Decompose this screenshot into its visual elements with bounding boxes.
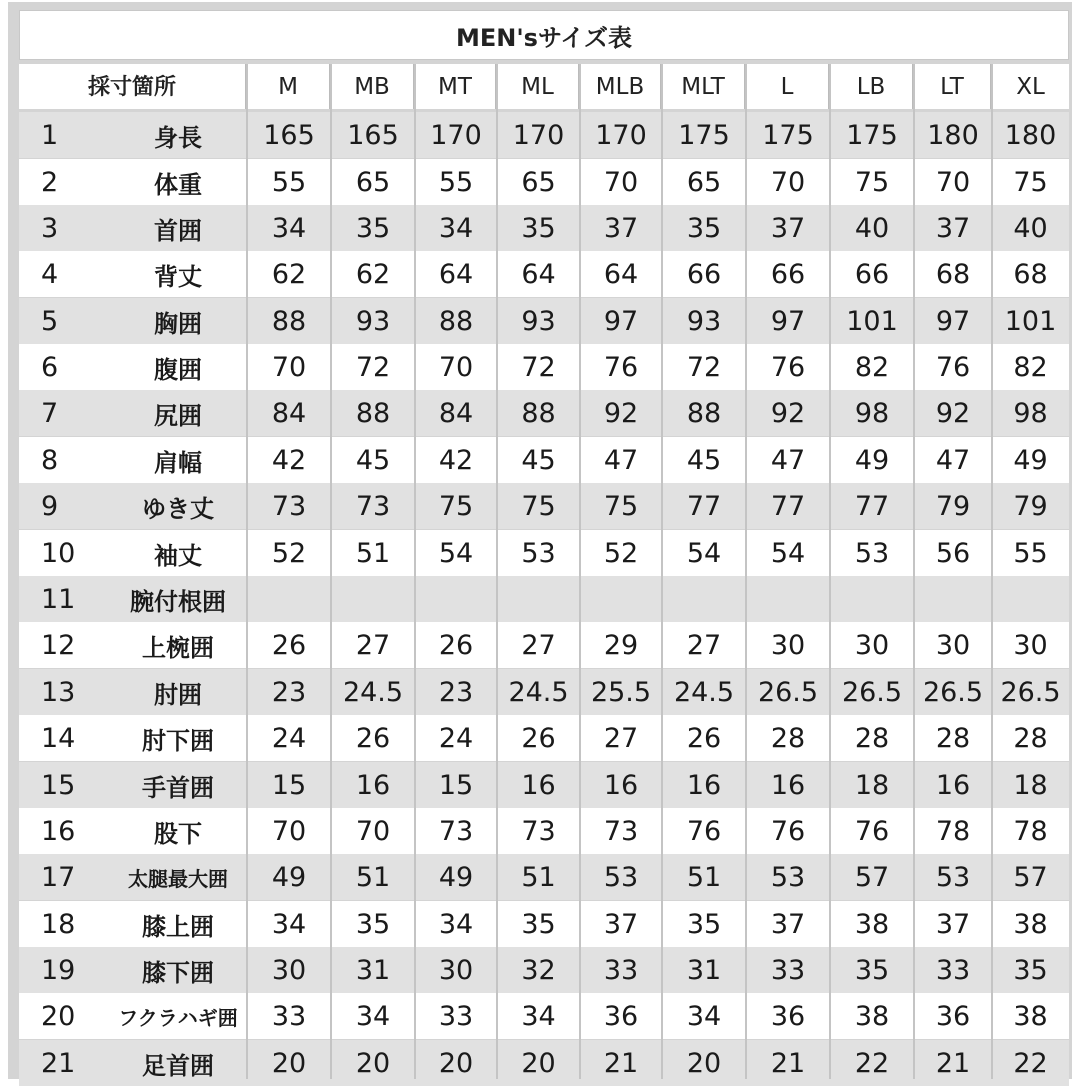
table-row (19, 901, 1069, 947)
value-cell-mlb: 97 (603, 305, 639, 337)
value-cell-mt: 42 (438, 444, 474, 476)
value-cell-mlb: 47 (603, 444, 639, 476)
value-cell-mt: 73 (438, 815, 474, 847)
value-cell-mlt: 31 (686, 954, 722, 986)
value-cell-mlb: 53 (603, 861, 639, 893)
header-size-lt: LT (914, 64, 992, 109)
value-cell-lt: 78 (935, 815, 971, 847)
value-cell-ml: 35 (521, 212, 556, 244)
value-cell-m: 70 (271, 815, 307, 847)
value-cell-lt: 37 (935, 212, 971, 244)
row-measurement-name: 膝上囲 (142, 912, 214, 941)
value-cell-xl: 79 (1013, 490, 1048, 522)
value-cell-mt: 23 (438, 676, 474, 708)
value-cell-lb: 53 (854, 537, 890, 569)
column-divider (913, 64, 915, 1079)
value-cell-mlt: 175 (678, 119, 730, 151)
table-row (19, 390, 1069, 436)
value-cell-mlb: 70 (603, 166, 639, 198)
row-measurement-name: 手首囲 (142, 773, 214, 802)
value-cell-lt: 33 (935, 954, 971, 986)
header-size-mt: MT (415, 64, 497, 109)
table-row (19, 622, 1069, 668)
value-cell-m: 34 (271, 212, 307, 244)
value-cell-l: 92 (770, 397, 806, 429)
value-cell-mlb: 52 (603, 537, 639, 569)
value-cell-ml: 16 (521, 769, 556, 801)
value-cell-mt: 88 (438, 305, 474, 337)
value-cell-mt: 84 (438, 397, 474, 429)
value-cell-mb: 20 (355, 1047, 391, 1079)
row-number: 19 (41, 954, 76, 986)
value-cell-mlt: 20 (686, 1047, 722, 1079)
table-row (19, 298, 1069, 344)
value-cell-mlb: 16 (603, 769, 639, 801)
value-cell-m: 49 (271, 861, 307, 893)
row-number: 17 (41, 861, 76, 893)
header-label: 採寸箇所 (19, 64, 247, 109)
table-row (19, 576, 1069, 622)
value-cell-xl: 30 (1013, 629, 1048, 661)
value-cell-mlt: 45 (686, 444, 722, 476)
value-cell-ml: 72 (521, 351, 556, 383)
value-cell-lt: 53 (935, 861, 971, 893)
value-cell-xl: 101 (1004, 305, 1057, 337)
row-measurement-name: ゆき丈 (142, 494, 214, 523)
value-cell-l: 26.5 (757, 676, 819, 708)
value-cell-mb: 165 (347, 119, 399, 151)
value-cell-lb: 49 (854, 444, 890, 476)
value-cell-mb: 45 (355, 444, 391, 476)
value-cell-m: 84 (271, 397, 307, 429)
row-number: 6 (41, 351, 59, 383)
value-cell-l: 66 (770, 258, 806, 290)
value-cell-ml: 64 (521, 258, 556, 290)
column-divider (991, 64, 993, 1079)
value-cell-m: 52 (271, 537, 307, 569)
row-measurement-name: 太腿最大囲 (128, 866, 228, 891)
value-cell-xl: 35 (1013, 954, 1048, 986)
value-cell-mlb: 25.5 (590, 676, 652, 708)
value-cell-xl: 40 (1013, 212, 1048, 244)
value-cell-mb: 51 (355, 861, 391, 893)
row-measurement-name: 胸囲 (154, 309, 202, 338)
value-cell-mb: 31 (355, 954, 391, 986)
value-cell-ml: 32 (521, 954, 556, 986)
table-row (19, 159, 1069, 205)
row-number: 21 (41, 1047, 76, 1079)
value-cell-mt: 64 (438, 258, 474, 290)
value-cell-mlb: 37 (603, 212, 639, 244)
value-cell-l: 47 (770, 444, 806, 476)
value-cell-lt: 79 (935, 490, 971, 522)
value-cell-mlt: 27 (686, 629, 722, 661)
value-cell-mlb: 92 (603, 397, 639, 429)
table-row (19, 205, 1069, 251)
value-cell-xl: 78 (1013, 815, 1048, 847)
value-cell-m (247, 576, 331, 622)
value-cell-mb: 35 (355, 908, 391, 940)
value-cell-mlt: 54 (686, 537, 722, 569)
value-cell-mlb: 21 (603, 1047, 639, 1079)
value-cell-mt: 49 (438, 861, 474, 893)
value-cell-mlb (580, 576, 662, 622)
value-cell-xl: 49 (1013, 444, 1048, 476)
value-cell-lt: 30 (935, 629, 971, 661)
table-row (19, 854, 1069, 900)
row-measurement-name: フクラハギ囲 (118, 1005, 238, 1030)
value-cell-mb: 35 (355, 212, 391, 244)
value-cell-mt: 75 (438, 490, 474, 522)
row-number: 7 (41, 397, 59, 429)
row-number: 8 (41, 444, 59, 476)
table-row (19, 947, 1069, 993)
row-measurement-name: 肩幅 (154, 448, 202, 477)
value-cell-lt: 36 (935, 1000, 971, 1032)
header-row (19, 64, 1069, 109)
column-divider (496, 64, 498, 1079)
row-measurement-name: 腹囲 (154, 355, 202, 384)
table-row (19, 530, 1069, 576)
value-cell-m: 15 (271, 769, 307, 801)
value-cell-mt: 34 (438, 908, 474, 940)
value-cell-lb: 22 (854, 1047, 890, 1079)
value-cell-l: 16 (770, 769, 806, 801)
value-cell-xl: 75 (1013, 166, 1048, 198)
value-cell-lb: 40 (854, 212, 890, 244)
value-cell-lb: 26.5 (841, 676, 903, 708)
value-cell-mt: 30 (438, 954, 474, 986)
value-cell-mlb: 73 (603, 815, 639, 847)
row-number: 10 (41, 537, 76, 569)
header-size-xl: XL (1016, 73, 1045, 100)
value-cell-mlb: 29 (603, 629, 639, 661)
value-cell-mlt: 76 (686, 815, 722, 847)
value-cell-mb: 34 (355, 1000, 391, 1032)
column-divider (745, 64, 747, 1079)
value-cell-mt: 33 (438, 1000, 474, 1032)
value-cell-mt: 55 (438, 166, 474, 198)
value-cell-mlb: 27 (603, 722, 639, 754)
value-cell-l: 70 (770, 166, 806, 198)
value-cell-l: 53 (770, 861, 806, 893)
row-measurement-name: 足首囲 (142, 1051, 214, 1080)
value-cell-ml: 53 (521, 537, 556, 569)
value-cell-mt: 24 (438, 722, 474, 754)
value-cell-lb: 101 (846, 305, 898, 337)
value-cell-mb (331, 576, 415, 622)
value-cell-ml: 93 (521, 305, 556, 337)
value-cell-xl: 22 (1013, 1047, 1048, 1079)
header-size-l: L (746, 64, 830, 109)
value-cell-mb: 93 (355, 305, 391, 337)
value-cell-mlt: 24.5 (673, 676, 735, 708)
value-cell-m: 24 (271, 722, 307, 754)
value-cell-mb: 51 (355, 537, 391, 569)
value-cell-mlb: 170 (595, 119, 647, 151)
row-measurement-name: 股下 (154, 819, 202, 848)
value-cell-lb: 75 (854, 166, 890, 198)
value-cell-lb: 66 (854, 258, 890, 290)
row-measurement-name: 肘囲 (154, 680, 202, 709)
value-cell-lb: 76 (854, 815, 890, 847)
column-divider (246, 64, 248, 1079)
value-cell-mt (415, 576, 497, 622)
value-cell-lt: 37 (935, 908, 971, 940)
value-cell-mlt: 77 (686, 490, 722, 522)
value-cell-ml: 170 (512, 119, 565, 151)
row-measurement-name: 首囲 (154, 216, 202, 245)
value-cell-mlb: 33 (603, 954, 639, 986)
value-cell-xl: 38 (1013, 1000, 1048, 1032)
value-cell-mlb: 37 (603, 908, 639, 940)
value-cell-lt: 26.5 (922, 676, 984, 708)
value-cell-xl: 68 (1013, 258, 1048, 290)
value-cell-lt: 68 (935, 258, 971, 290)
row-number: 14 (41, 722, 76, 754)
table-row (19, 993, 1069, 1039)
value-cell-xl: 55 (1013, 537, 1048, 569)
header-size-mb: MB (331, 64, 415, 109)
value-cell-l: 33 (770, 954, 806, 986)
value-cell-lb: 175 (846, 119, 898, 151)
value-cell-xl (992, 576, 1069, 622)
value-cell-xl: 98 (1013, 397, 1048, 429)
value-cell-m: 23 (271, 676, 307, 708)
column-divider (330, 64, 332, 1079)
value-cell-mt: 34 (438, 212, 474, 244)
value-cell-ml: 51 (521, 861, 556, 893)
table-row (19, 437, 1069, 483)
value-cell-mlt: 35 (686, 212, 722, 244)
table-row (19, 483, 1069, 529)
value-cell-mb: 88 (355, 397, 391, 429)
value-cell-mt: 54 (438, 537, 474, 569)
value-cell-mb: 72 (355, 351, 391, 383)
value-cell-mlt (662, 576, 746, 622)
value-cell-lt: 21 (935, 1047, 971, 1079)
row-number: 9 (41, 490, 59, 522)
value-cell-ml: 65 (521, 166, 556, 198)
value-cell-lb: 28 (854, 722, 890, 754)
row-number: 11 (41, 583, 76, 615)
row-number: 13 (41, 676, 76, 708)
value-cell-mb: 16 (355, 769, 391, 801)
value-cell-ml (497, 576, 580, 622)
value-cell-mb: 70 (355, 815, 391, 847)
table-row (19, 808, 1069, 854)
value-cell-mlt: 35 (686, 908, 722, 940)
value-cell-lb: 82 (854, 351, 890, 383)
row-measurement-name: 上椀囲 (142, 633, 214, 662)
value-cell-mb: 65 (355, 166, 391, 198)
row-measurement-name: 体重 (154, 170, 202, 199)
value-cell-lb: 38 (854, 1000, 890, 1032)
value-cell-mt: 170 (430, 119, 482, 151)
value-cell-lb: 57 (854, 861, 890, 893)
value-cell-l: 28 (770, 722, 806, 754)
value-cell-lb: 35 (854, 954, 890, 986)
value-cell-mt: 20 (438, 1047, 474, 1079)
table-row (19, 669, 1069, 715)
value-cell-m: 26 (271, 629, 307, 661)
value-cell-l (746, 576, 830, 622)
table-row (19, 344, 1069, 390)
value-cell-l: 97 (770, 305, 806, 337)
column-divider (829, 64, 831, 1079)
value-cell-ml: 45 (521, 444, 556, 476)
value-cell-l: 76 (770, 351, 806, 383)
value-cell-ml: 75 (521, 490, 556, 522)
value-cell-lt: 28 (935, 722, 971, 754)
header-size-ml: ML (497, 64, 580, 109)
value-cell-m: 30 (271, 954, 307, 986)
value-cell-mlt: 26 (686, 722, 722, 754)
value-cell-l: 77 (770, 490, 806, 522)
value-cell-ml: 26 (521, 722, 556, 754)
value-cell-mt: 15 (438, 769, 474, 801)
value-cell-l: 37 (770, 212, 806, 244)
row-number: 4 (41, 258, 59, 290)
table-row (19, 251, 1069, 297)
value-cell-mlb: 64 (603, 258, 639, 290)
row-measurement-name: 腕付根囲 (130, 587, 226, 616)
table-row (19, 112, 1069, 158)
value-cell-lt: 47 (935, 444, 971, 476)
value-cell-mb: 26 (355, 722, 391, 754)
value-cell-xl: 180 (1004, 119, 1057, 151)
value-cell-mlt: 66 (686, 258, 722, 290)
value-cell-ml: 24.5 (508, 676, 569, 708)
value-cell-mlt: 72 (686, 351, 722, 383)
value-cell-mb: 73 (355, 490, 391, 522)
row-measurement-name: 身長 (154, 123, 202, 152)
row-measurement-name: 袖丈 (154, 541, 202, 570)
value-cell-mb: 24.5 (342, 676, 404, 708)
value-cell-xl: 38 (1013, 908, 1048, 940)
value-cell-ml: 88 (521, 397, 556, 429)
value-cell-lb (830, 576, 914, 622)
row-measurement-name: 肘下囲 (142, 726, 214, 755)
row-number: 12 (41, 629, 76, 661)
value-cell-lb: 38 (854, 908, 890, 940)
value-cell-lt: 56 (935, 537, 971, 569)
value-cell-lb: 77 (854, 490, 890, 522)
row-number: 5 (41, 305, 59, 337)
value-cell-lb: 98 (854, 397, 890, 429)
value-cell-mlt: 16 (686, 769, 722, 801)
row-number: 16 (41, 815, 76, 847)
column-divider (661, 64, 663, 1079)
value-cell-xl: 18 (1013, 769, 1048, 801)
row-measurement-name: 膝下囲 (142, 958, 214, 987)
value-cell-lt: 92 (935, 397, 971, 429)
value-cell-l: 37 (770, 908, 806, 940)
value-cell-mlt: 34 (686, 1000, 722, 1032)
value-cell-l: 21 (770, 1047, 806, 1079)
row-number: 2 (41, 166, 59, 198)
value-cell-lt: 16 (935, 769, 971, 801)
row-number: 1 (41, 119, 59, 151)
header-size-mlt: MLT (662, 64, 746, 109)
value-cell-ml: 27 (521, 629, 556, 661)
row-measurement-name: 背丈 (154, 262, 202, 291)
row-measurement-name: 尻囲 (154, 401, 202, 430)
value-cell-m: 62 (271, 258, 307, 290)
row-number: 15 (41, 769, 76, 801)
value-cell-l: 175 (762, 119, 814, 151)
header-size-m: M (247, 64, 331, 109)
value-cell-m: 88 (271, 305, 307, 337)
value-cell-m: 34 (271, 908, 307, 940)
value-cell-lb: 30 (854, 629, 890, 661)
value-cell-l: 54 (770, 537, 806, 569)
value-cell-ml: 20 (521, 1047, 556, 1079)
value-cell-ml: 35 (521, 908, 556, 940)
value-cell-m: 20 (271, 1047, 307, 1079)
value-cell-l: 30 (770, 629, 806, 661)
row-number: 18 (41, 908, 76, 940)
value-cell-xl: 26.5 (1000, 676, 1061, 708)
value-cell-lt: 76 (935, 351, 971, 383)
value-cell-m: 73 (271, 490, 307, 522)
value-cell-mlb: 75 (603, 490, 639, 522)
value-cell-xl: 57 (1013, 861, 1048, 893)
value-cell-m: 33 (271, 1000, 307, 1032)
value-cell-ml: 34 (521, 1000, 556, 1032)
column-divider (414, 64, 416, 1079)
value-cell-lt: 70 (935, 166, 971, 198)
value-cell-mlb: 76 (603, 351, 639, 383)
value-cell-mt: 70 (438, 351, 474, 383)
value-cell-lt (914, 576, 992, 622)
value-cell-mlt: 65 (686, 166, 722, 198)
row-number: 20 (41, 1000, 76, 1032)
table-row (19, 1040, 1069, 1086)
value-cell-mb: 27 (355, 629, 391, 661)
column-divider (579, 64, 581, 1079)
header-size-lb: LB (830, 64, 914, 109)
table-row (19, 715, 1069, 761)
value-cell-lt: 180 (927, 119, 979, 151)
value-cell-l: 76 (770, 815, 806, 847)
value-cell-mlt: 88 (686, 397, 722, 429)
header-size-mlb: MLB (580, 64, 662, 109)
value-cell-lt: 97 (935, 305, 971, 337)
value-cell-mlt: 51 (686, 861, 722, 893)
value-cell-lb: 18 (854, 769, 890, 801)
value-cell-mt: 26 (438, 629, 474, 661)
value-cell-l: 36 (770, 1000, 806, 1032)
table-row (19, 762, 1069, 808)
value-cell-xl: 28 (1013, 722, 1048, 754)
value-cell-m: 70 (271, 351, 307, 383)
row-number: 3 (41, 212, 59, 244)
value-cell-mb: 62 (355, 258, 391, 290)
value-cell-xl: 82 (1013, 351, 1048, 383)
value-cell-mlb: 36 (603, 1000, 639, 1032)
value-cell-mlt: 93 (686, 305, 722, 337)
value-cell-ml: 73 (521, 815, 556, 847)
table-title: MEN'sサイズ表 (19, 10, 1069, 60)
value-cell-m: 42 (271, 444, 307, 476)
value-cell-m: 165 (263, 119, 315, 151)
value-cell-m: 55 (271, 166, 307, 198)
